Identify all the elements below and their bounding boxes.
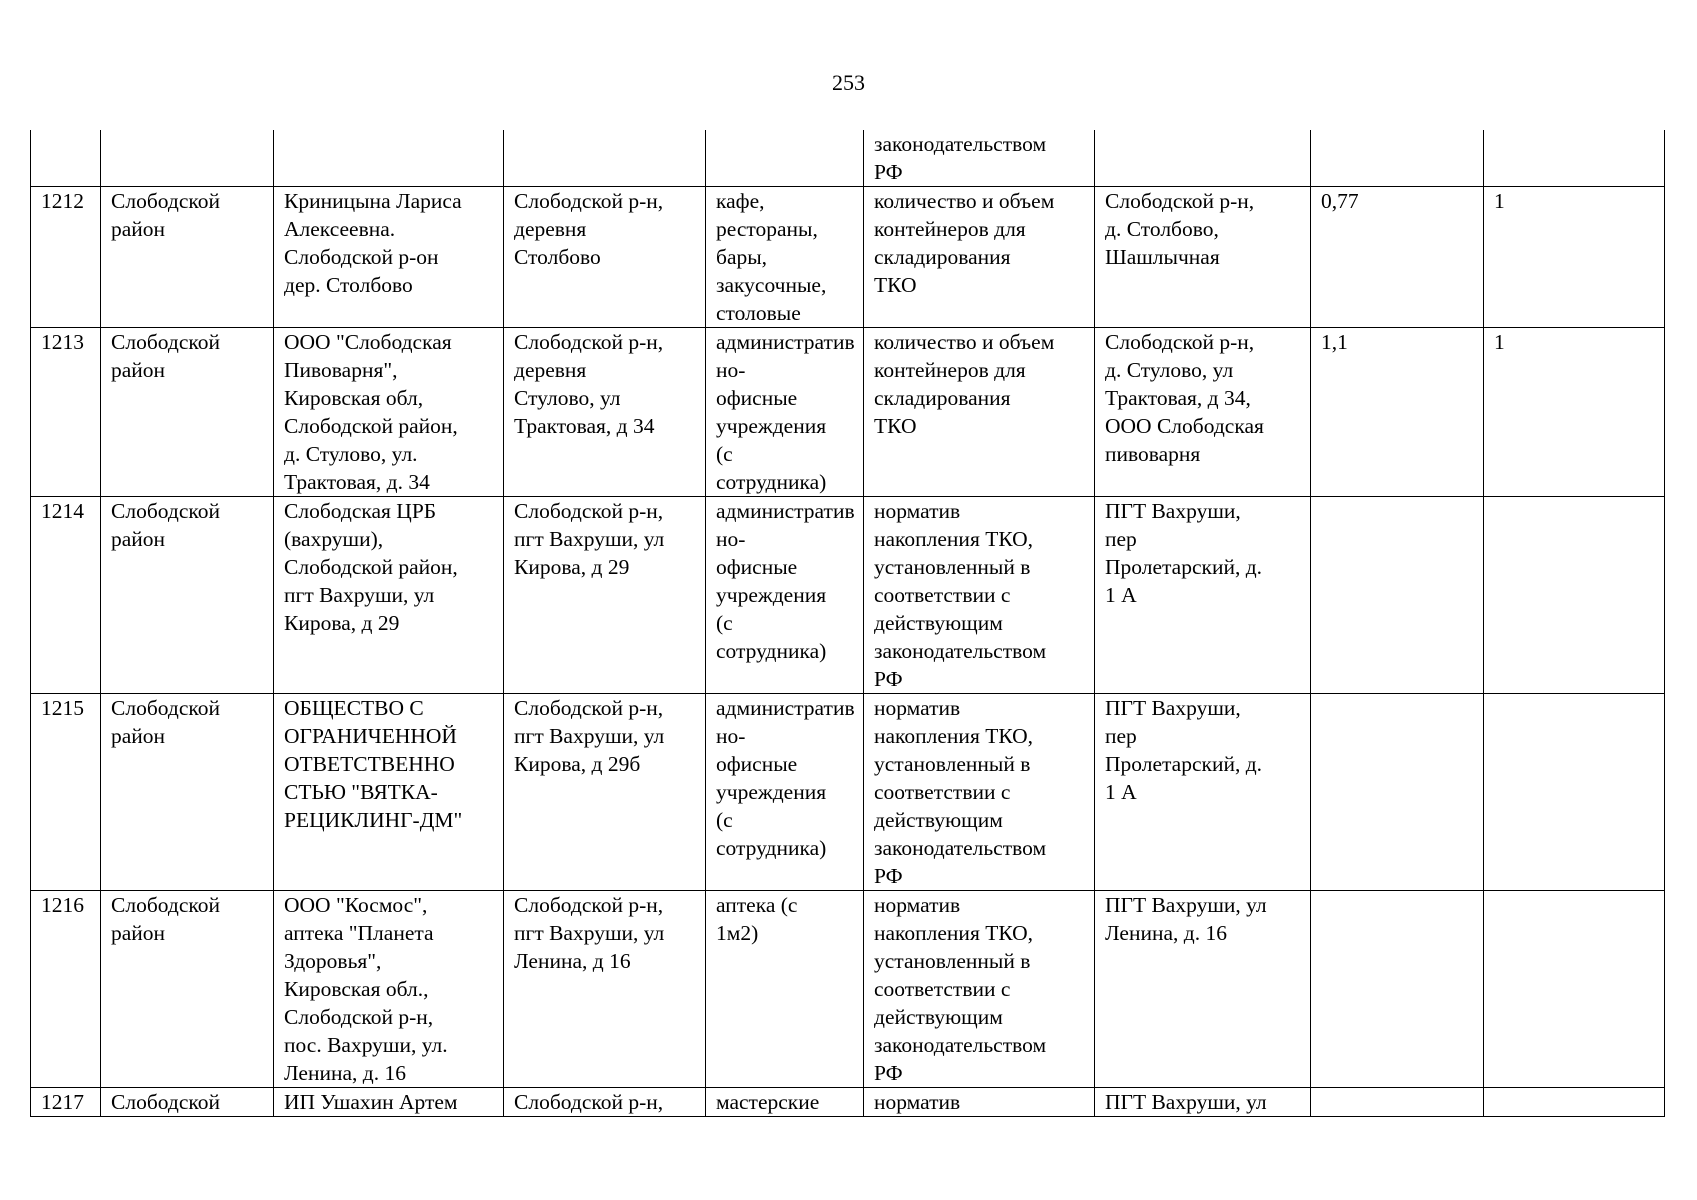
cell-line: административ bbox=[716, 330, 855, 354]
cell-line: Пролетарский, д. bbox=[1105, 555, 1263, 579]
cell-site bbox=[1095, 130, 1311, 187]
cell-method bbox=[864, 694, 1095, 891]
cell-line: пгт Вахруши, ул bbox=[514, 724, 665, 748]
cell-line: норматив bbox=[874, 1090, 961, 1114]
cell-line: район bbox=[111, 358, 166, 382]
cell-count: 1 bbox=[1484, 328, 1665, 497]
cell-line: действующим bbox=[874, 1005, 1003, 1029]
cell-line: Кировская обл., bbox=[284, 977, 429, 1001]
cell-line: РФ bbox=[874, 1061, 903, 1085]
cell-line: ПГТ Вахруши, ул bbox=[1105, 893, 1267, 917]
cell-line: РФ bbox=[874, 160, 903, 184]
cell-line: Слободской bbox=[111, 893, 220, 917]
cell-address bbox=[504, 1088, 706, 1117]
cell-line: Слободской bbox=[111, 696, 220, 720]
cell-line: установленный в bbox=[874, 949, 1031, 973]
cell-category bbox=[706, 891, 864, 1088]
cell-line: район bbox=[111, 217, 166, 241]
cell-line: ПГТ Вахруши, ул bbox=[1105, 1090, 1267, 1114]
cell-num bbox=[31, 130, 101, 187]
cell-line: контейнеров для bbox=[874, 217, 1026, 241]
cell-line: д. Стулово, ул. bbox=[284, 442, 418, 466]
cell-line: бары, bbox=[716, 245, 768, 269]
cell-owner bbox=[274, 328, 504, 497]
cell-line: аптека (с bbox=[716, 893, 798, 917]
cell-line: Слободской bbox=[111, 189, 220, 213]
cell-line: административ bbox=[716, 499, 855, 523]
cell-line: ОТВЕТСТВЕННО bbox=[284, 752, 455, 776]
cell-line: Ленина, д. 16 bbox=[284, 1061, 406, 1085]
cell-line: соответствии с bbox=[874, 780, 1011, 804]
cell-line: (с bbox=[716, 808, 733, 832]
cell-volume bbox=[1311, 1088, 1484, 1117]
table-row bbox=[31, 328, 1665, 497]
cell-owner bbox=[274, 891, 504, 1088]
cell-volume bbox=[1311, 497, 1484, 694]
cell-line: Криницына Лариса bbox=[284, 189, 462, 213]
cell-line: (с bbox=[716, 442, 733, 466]
table-row bbox=[31, 1088, 1665, 1117]
cell-line: ТКО bbox=[874, 414, 917, 438]
table-row bbox=[31, 497, 1665, 694]
cell-num: 1215 bbox=[31, 694, 101, 891]
cell-district bbox=[101, 694, 274, 891]
cell-address bbox=[504, 497, 706, 694]
cell-line: РФ bbox=[874, 864, 903, 888]
cell-line: деревня bbox=[514, 358, 587, 382]
table-row-continuation bbox=[31, 130, 1665, 187]
cell-line: действующим bbox=[874, 808, 1003, 832]
cell-line: РФ bbox=[874, 667, 903, 691]
cell-site bbox=[1095, 891, 1311, 1088]
cell-num: 1217 bbox=[31, 1088, 101, 1117]
cell-line: район bbox=[111, 921, 166, 945]
cell-owner bbox=[274, 187, 504, 328]
cell-line: аптека "Планета bbox=[284, 921, 434, 945]
cell-line: Слободской р-н, bbox=[514, 1090, 664, 1114]
cell-line: Слободской bbox=[111, 499, 220, 523]
cell-district bbox=[101, 187, 274, 328]
cell-line: Трактовая, д 34, bbox=[1105, 386, 1251, 410]
cell-line: административ bbox=[716, 696, 855, 720]
cell-line: ООО "Слободская bbox=[284, 330, 452, 354]
cell-line: учреждения bbox=[716, 583, 827, 607]
cell-line: контейнеров для bbox=[874, 358, 1026, 382]
cell-line: законодательством bbox=[874, 836, 1047, 860]
cell-district bbox=[101, 891, 274, 1088]
cell-line: офисные bbox=[716, 555, 798, 579]
cell-method bbox=[864, 1088, 1095, 1117]
cell-owner bbox=[274, 694, 504, 891]
cell-owner bbox=[274, 497, 504, 694]
cell-line: Слободской р-н, bbox=[514, 189, 664, 213]
cell-district bbox=[101, 328, 274, 497]
cell-count bbox=[1484, 497, 1665, 694]
cell-line: ООО "Космос", bbox=[284, 893, 428, 917]
cell-line: Кирова, д 29 bbox=[514, 555, 630, 579]
cell-line: д. Столбово, bbox=[1105, 217, 1219, 241]
cell-line: Слободской р-н, bbox=[514, 696, 664, 720]
cell-line: (вахруши), bbox=[284, 527, 384, 551]
cell-line: офисные bbox=[716, 752, 798, 776]
cell-count bbox=[1484, 891, 1665, 1088]
cell-line: количество и объем bbox=[874, 330, 1055, 354]
cell-line: норматив bbox=[874, 696, 961, 720]
cell-line: Слободской р-н, bbox=[1105, 330, 1255, 354]
cell-line: дер. Столбово bbox=[284, 273, 413, 297]
cell-num: 1214 bbox=[31, 497, 101, 694]
table-body bbox=[31, 130, 1665, 1117]
cell-line: ОБЩЕСТВО С bbox=[284, 696, 424, 720]
cell-owner bbox=[274, 1088, 504, 1117]
cell-line: норматив bbox=[874, 499, 961, 523]
cell-line: Ленина, д 16 bbox=[514, 949, 631, 973]
cell-site bbox=[1095, 497, 1311, 694]
cell-line: пер bbox=[1105, 527, 1137, 551]
cell-line: 1 А bbox=[1105, 583, 1137, 607]
cell-line: но- bbox=[716, 527, 746, 551]
cell-line: накопления ТКО, bbox=[874, 527, 1034, 551]
cell-line: законодательством bbox=[874, 132, 1047, 156]
cell-count bbox=[1484, 1088, 1665, 1117]
cell-line: Пролетарский, д. bbox=[1105, 752, 1263, 776]
cell-line: накопления ТКО, bbox=[874, 724, 1034, 748]
cell-line: сотрудника) bbox=[716, 639, 827, 663]
cell-line: офисные bbox=[716, 386, 798, 410]
cell-line: но- bbox=[716, 358, 746, 382]
cell-line: пгт Вахруши, ул bbox=[284, 583, 435, 607]
cell-line: СТЬЮ "ВЯТКА- bbox=[284, 780, 438, 804]
cell-line: норматив bbox=[874, 893, 961, 917]
cell-line: пос. Вахруши, ул. bbox=[284, 1033, 448, 1057]
cell-volume bbox=[1311, 130, 1484, 187]
cell-line: деревня bbox=[514, 217, 587, 241]
registry-table bbox=[30, 130, 1665, 1117]
cell-line: (с bbox=[716, 611, 733, 635]
cell-line: Слободской р-н, bbox=[1105, 189, 1255, 213]
cell-line: район bbox=[111, 527, 166, 551]
cell-line: район bbox=[111, 724, 166, 748]
cell-line: кафе, bbox=[716, 189, 765, 213]
cell-line: Алексеевна. bbox=[284, 217, 396, 241]
cell-num: 1216 bbox=[31, 891, 101, 1088]
cell-line: сотрудника) bbox=[716, 470, 827, 494]
cell-line: Ленина, д. 16 bbox=[1105, 921, 1227, 945]
cell-line: 1 А bbox=[1105, 780, 1137, 804]
cell-line: Стулово, ул bbox=[514, 386, 621, 410]
cell-line: ПГТ Вахруши, bbox=[1105, 499, 1241, 523]
cell-line: 1м2) bbox=[716, 921, 759, 945]
cell-line: законодательством bbox=[874, 1033, 1047, 1057]
cell-district bbox=[101, 1088, 274, 1117]
cell-line: закусочные, bbox=[716, 273, 827, 297]
cell-line: Слободской р-н, bbox=[514, 893, 664, 917]
cell-volume: 0,77 bbox=[1311, 187, 1484, 328]
cell-line: д. Стулово, ул bbox=[1105, 358, 1234, 382]
cell-line: пгт Вахруши, ул bbox=[514, 527, 665, 551]
cell-line: ИП Ушахин Артем bbox=[284, 1090, 458, 1114]
cell-line: ПГТ Вахруши, bbox=[1105, 696, 1241, 720]
cell-line: соответствии с bbox=[874, 583, 1011, 607]
cell-category bbox=[706, 130, 864, 187]
cell-line: Кирова, д 29 bbox=[284, 611, 400, 635]
cell-line: Слободской bbox=[111, 330, 220, 354]
cell-line: но- bbox=[716, 724, 746, 748]
cell-method bbox=[864, 497, 1095, 694]
table-row bbox=[31, 187, 1665, 328]
cell-line: Слободской р-н, bbox=[514, 499, 664, 523]
cell-site bbox=[1095, 187, 1311, 328]
cell-line: законодательством bbox=[874, 639, 1047, 663]
page-number: 253 bbox=[832, 70, 865, 95]
cell-line: накопления ТКО, bbox=[874, 921, 1034, 945]
table-row bbox=[31, 891, 1665, 1088]
cell-line: Кирова, д 29б bbox=[514, 752, 641, 776]
cell-line: установленный в bbox=[874, 555, 1031, 579]
cell-line: мастерские bbox=[716, 1090, 820, 1114]
cell-line: складирования bbox=[874, 386, 1011, 410]
cell-line: Слободской bbox=[111, 1090, 220, 1114]
cell-line: пгт Вахруши, ул bbox=[514, 921, 665, 945]
cell-site bbox=[1095, 1088, 1311, 1117]
cell-category bbox=[706, 694, 864, 891]
cell-line: количество и объем bbox=[874, 189, 1055, 213]
cell-line: РЕЦИКЛИНГ-ДМ" bbox=[284, 808, 463, 832]
cell-district bbox=[101, 130, 274, 187]
cell-category bbox=[706, 497, 864, 694]
cell-address bbox=[504, 328, 706, 497]
cell-method bbox=[864, 891, 1095, 1088]
cell-line: действующим bbox=[874, 611, 1003, 635]
cell-line: пивоварня bbox=[1105, 442, 1201, 466]
cell-count bbox=[1484, 130, 1665, 187]
cell-address bbox=[504, 891, 706, 1088]
cell-line: Слободская ЦРБ bbox=[284, 499, 437, 523]
cell-line: Слободской р-н, bbox=[514, 330, 664, 354]
cell-owner bbox=[274, 130, 504, 187]
cell-volume bbox=[1311, 694, 1484, 891]
cell-address bbox=[504, 187, 706, 328]
cell-line: Слободской р-он bbox=[284, 245, 439, 269]
cell-address bbox=[504, 694, 706, 891]
cell-volume bbox=[1311, 891, 1484, 1088]
cell-line: Слободской район, bbox=[284, 555, 458, 579]
cell-category bbox=[706, 1088, 864, 1117]
cell-line: рестораны, bbox=[716, 217, 818, 241]
cell-line: складирования bbox=[874, 245, 1011, 269]
cell-method bbox=[864, 130, 1095, 187]
cell-count: 1 bbox=[1484, 187, 1665, 328]
cell-line: Трактовая, д. 34 bbox=[284, 470, 430, 494]
cell-line: Столбово bbox=[514, 245, 601, 269]
cell-num: 1212 bbox=[31, 187, 101, 328]
cell-line: сотрудника) bbox=[716, 836, 827, 860]
cell-address bbox=[504, 130, 706, 187]
cell-line: Слободской район, bbox=[284, 414, 458, 438]
cell-site bbox=[1095, 328, 1311, 497]
cell-line: ОГРАНИЧЕННОЙ bbox=[284, 724, 457, 748]
cell-line: Здоровья", bbox=[284, 949, 382, 973]
cell-line: ТКО bbox=[874, 273, 917, 297]
cell-line: учреждения bbox=[716, 414, 827, 438]
cell-line: столовые bbox=[716, 301, 801, 325]
table-row bbox=[31, 694, 1665, 891]
cell-line: установленный в bbox=[874, 752, 1031, 776]
cell-district bbox=[101, 497, 274, 694]
cell-line: Слободской р-н, bbox=[284, 1005, 434, 1029]
cell-site bbox=[1095, 694, 1311, 891]
cell-line: пер bbox=[1105, 724, 1137, 748]
cell-line: соответствии с bbox=[874, 977, 1011, 1001]
cell-category bbox=[706, 328, 864, 497]
cell-category bbox=[706, 187, 864, 328]
cell-line: Трактовая, д 34 bbox=[514, 414, 655, 438]
cell-line: учреждения bbox=[716, 780, 827, 804]
cell-num: 1213 bbox=[31, 328, 101, 497]
cell-line: Пивоварня", bbox=[284, 358, 398, 382]
cell-line: ООО Слободская bbox=[1105, 414, 1264, 438]
cell-line: Кировская обл, bbox=[284, 386, 424, 410]
cell-count bbox=[1484, 694, 1665, 891]
cell-line: Шашлычная bbox=[1105, 245, 1220, 269]
cell-method bbox=[864, 187, 1095, 328]
cell-volume: 1,1 bbox=[1311, 328, 1484, 497]
cell-method bbox=[864, 328, 1095, 497]
